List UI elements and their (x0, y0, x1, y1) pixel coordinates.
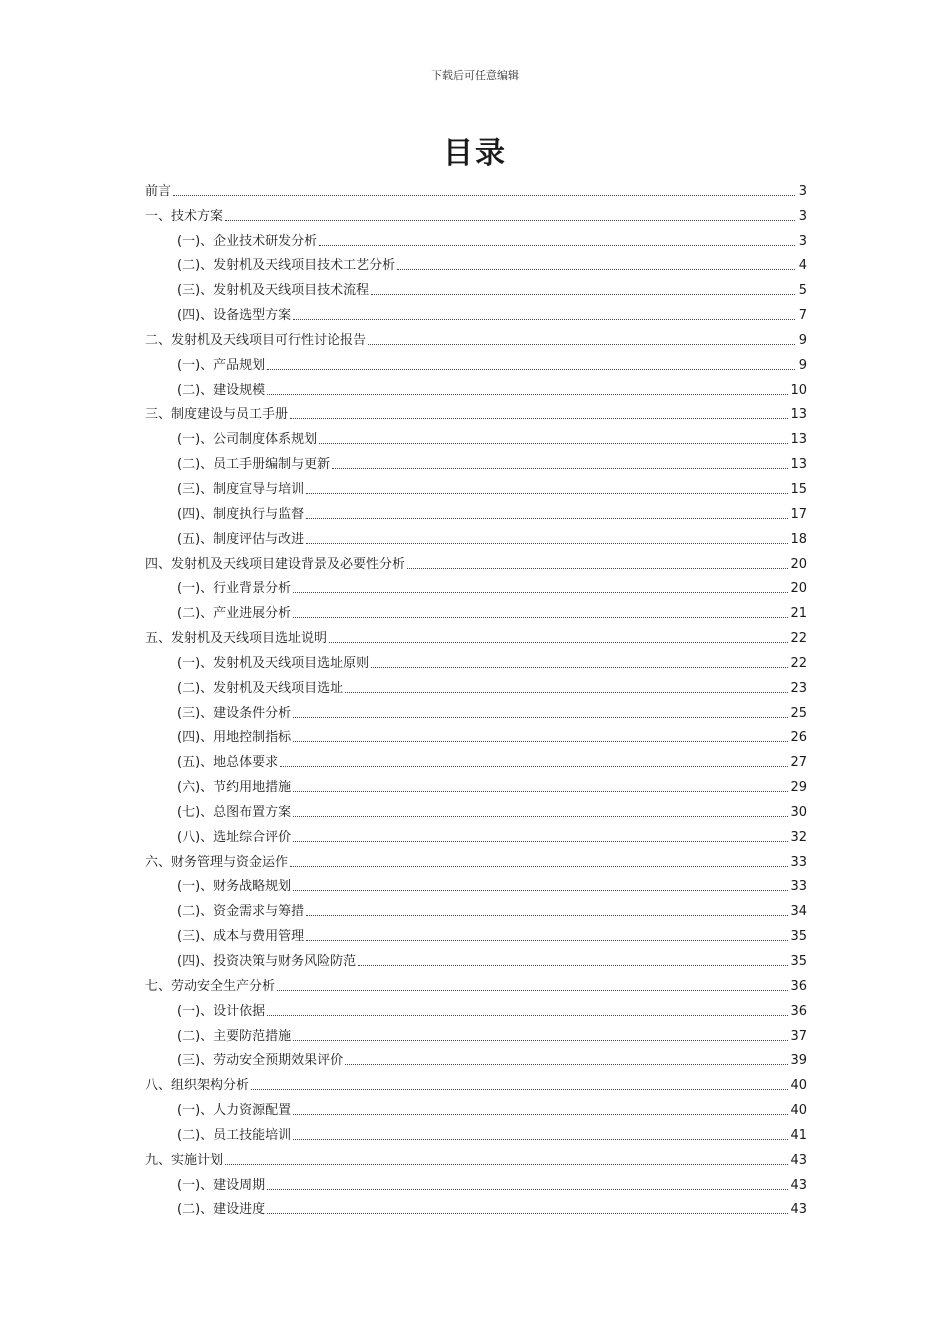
toc-entry[interactable] (145, 1045, 807, 1070)
toc-entry[interactable] (145, 1119, 807, 1144)
toc-dot-leader (293, 1114, 788, 1115)
toc-entry-page-number: 13 (790, 457, 807, 473)
toc-entry-label: (四)、用地控制指标 (177, 730, 292, 746)
toc-dot-leader (306, 518, 788, 519)
toc-entry-label: (一)、财务战略规划 (177, 879, 292, 895)
toc-dot-leader (267, 1015, 788, 1016)
toc-entry-page-number: 3 (798, 233, 807, 249)
toc-dot-leader (306, 493, 788, 494)
toc-entry-label: (四)、投资决策与财务风险防范 (177, 954, 357, 969)
toc-entry-label: (三)、劳动安全预期效果评价 (177, 1053, 344, 1069)
toc-entry-page-number: 22 (790, 631, 807, 647)
toc-dot-leader (293, 890, 788, 891)
toc-entry-page-number: 15 (790, 481, 807, 497)
toc-entry-page-number: 21 (790, 606, 807, 622)
toc-entry-page-number: 43 (790, 1202, 807, 1218)
toc-entry-page-number: 34 (790, 904, 807, 920)
toc-dot-leader (371, 294, 795, 295)
toc-dot-leader (280, 766, 788, 767)
toc-entry-label: 三、制度建设与员工手册 (145, 407, 289, 423)
toc-entry-page-number: 36 (790, 1003, 807, 1019)
toc-dot-leader (293, 1139, 788, 1140)
toc-dot-leader (306, 543, 788, 544)
toc-dot-leader (267, 369, 795, 370)
toc-entry[interactable] (145, 1069, 807, 1094)
toc-dot-leader (290, 418, 788, 419)
toc-entry[interactable] (145, 423, 807, 448)
toc-dot-leader (225, 1164, 788, 1165)
toc-dot-leader (293, 791, 788, 792)
toc-entry[interactable] (145, 622, 807, 647)
toc-entry-label: (二)、建设规模 (177, 382, 266, 398)
toc-dot-leader (225, 220, 795, 221)
toc-entry-label: (一)、建设周期 (177, 1177, 266, 1193)
toc-entry[interactable] (145, 920, 807, 945)
toc-entry[interactable] (145, 349, 807, 374)
toc-entry-label: (六)、节约用地措施 (177, 780, 292, 796)
toc-entry[interactable] (145, 448, 807, 473)
page-title: 目录 (443, 136, 507, 171)
toc-entry-page-number: 3 (798, 183, 807, 199)
toc-entry-label: (一)、人力资源配置 (177, 1103, 292, 1119)
toc-entry[interactable] (145, 871, 807, 896)
toc-dot-leader (345, 1064, 788, 1065)
toc-entry-page-number: 30 (790, 804, 807, 820)
toc-dot-leader (371, 667, 788, 668)
toc-dot-leader (319, 245, 795, 246)
toc-entry-label: (七)、总图布置方案 (177, 804, 292, 820)
toc-entry[interactable] (145, 672, 807, 697)
toc-dot-leader (332, 468, 788, 469)
toc-entry-page-number: 17 (790, 506, 807, 522)
toc-entry-label: 七、劳动安全生产分析 (145, 978, 276, 994)
toc-entry-page-number: 33 (790, 879, 807, 895)
toc-entry[interactable] (145, 299, 807, 324)
toc-entry[interactable] (145, 846, 807, 871)
toc-entry-label: (五)、地总体要求 (177, 755, 279, 771)
toc-entry[interactable] (145, 895, 807, 920)
toc-dot-leader (293, 319, 795, 320)
toc-entry-label: (三)、发射机及天线项目技术流程 (177, 283, 370, 299)
toc-entry-label: 九、实施计划 (145, 1152, 224, 1168)
toc-entry-label: (一)、发射机及天线项目选址原则 (177, 655, 370, 671)
toc-entry-page-number: 7 (798, 308, 807, 324)
toc-entry-label: 四、发射机及天线项目建设背景及必要性分析 (145, 556, 406, 572)
toc-dot-leader (267, 1189, 788, 1190)
toc-entry-label: 六、财务管理与资金运作 (145, 854, 289, 870)
toc-entry-label: 前言 (145, 183, 172, 199)
toc-entry[interactable] (145, 970, 807, 995)
toc-entry-label: 二、发射机及天线项目可行性讨论报告 (145, 332, 367, 348)
toc-entry-page-number: 39 (790, 1053, 807, 1069)
toc-entry[interactable] (145, 374, 807, 399)
toc-dot-leader (290, 866, 788, 867)
toc-entry[interactable] (145, 722, 807, 747)
toc-dot-leader (277, 990, 788, 991)
toc-entry-label: (四)、制度执行与监督 (177, 506, 305, 522)
toc-entry-label: (一)、设计依据 (177, 1003, 266, 1019)
toc-entry[interactable] (145, 647, 807, 672)
toc-entry-label: (二)、员工手册编制与更新 (177, 457, 331, 473)
toc-entry[interactable] (145, 771, 807, 796)
toc-entry-label: (一)、行业背景分析 (177, 581, 292, 597)
toc-dot-leader (329, 642, 788, 643)
toc-entry-label: (二)、产业进展分析 (177, 606, 292, 622)
toc-dot-leader (293, 617, 788, 618)
toc-entry-page-number: 26 (790, 730, 807, 746)
page-header: 下载后可任意编辑 (431, 69, 519, 82)
toc-entry[interactable] (145, 597, 807, 622)
toc-entry[interactable] (145, 324, 807, 349)
toc-entry-label: (四)、设备选型方案 (177, 308, 292, 324)
toc-dot-leader (293, 592, 788, 593)
toc-entry[interactable] (145, 200, 807, 225)
toc-entry-label: (二)、主要防范措施 (177, 1028, 292, 1044)
toc-entry-page-number: 20 (790, 556, 807, 572)
toc-entry-label: (一)、产品规划 (177, 357, 266, 373)
toc-entry-page-number: 20 (790, 581, 807, 597)
toc-entry-page-number: 23 (790, 680, 807, 696)
toc-entry[interactable] (145, 1194, 807, 1219)
toc-entry-label: (一)、企业技术研发分析 (177, 233, 318, 249)
toc-entry[interactable] (145, 473, 807, 498)
toc-entry[interactable] (145, 225, 807, 250)
toc-entry-page-number: 32 (790, 829, 807, 845)
toc-entry-page-number: 41 (790, 1127, 807, 1143)
toc-entry-label: (二)、员工技能培训 (177, 1127, 292, 1143)
toc-entry-label: (三)、制度宣导与培训 (177, 481, 305, 497)
toc-dot-leader (407, 568, 788, 569)
toc-entry-label: (二)、资金需求与筹措 (177, 904, 305, 920)
toc-entry[interactable] (145, 945, 807, 970)
toc-dot-leader (173, 195, 795, 196)
toc-entry[interactable] (145, 548, 807, 573)
toc-entry-label: 八、组织架构分析 (145, 1078, 250, 1094)
toc-entry-page-number: 9 (798, 332, 807, 348)
toc-dot-leader (397, 269, 795, 270)
toc-entry[interactable] (145, 1169, 807, 1194)
toc-entry-page-number: 13 (790, 407, 807, 423)
toc-entry-label: (三)、建设条件分析 (177, 705, 292, 721)
toc-entry-page-number: 37 (790, 1028, 807, 1044)
toc-dot-leader (345, 692, 788, 693)
toc-entry-label: (二)、建设进度 (177, 1202, 266, 1218)
toc-dot-leader (293, 1040, 788, 1041)
toc-entry[interactable] (145, 250, 807, 275)
toc-entry-page-number: 36 (790, 978, 807, 994)
toc-entry-page-number: 18 (790, 531, 807, 547)
toc-dot-leader (293, 816, 788, 817)
toc-entry-label: (八)、选址综合评价 (177, 829, 292, 845)
toc-entry-label: 五、发射机及天线项目选址说明 (145, 631, 328, 647)
toc-entry-page-number: 40 (790, 1103, 807, 1119)
table-of-contents (145, 175, 807, 1218)
toc-entry-page-number: 27 (790, 755, 807, 771)
toc-entry[interactable] (145, 697, 807, 722)
toc-entry[interactable] (145, 821, 807, 846)
toc-dot-leader (306, 940, 788, 941)
toc-entry-page-number: 35 (790, 954, 807, 969)
toc-dot-leader (293, 841, 788, 842)
toc-entry-page-number: 40 (790, 1078, 807, 1094)
toc-entry[interactable] (145, 175, 807, 200)
toc-entry[interactable] (145, 1094, 807, 1119)
toc-entry[interactable] (145, 746, 807, 771)
toc-entry-page-number: 9 (798, 357, 807, 373)
toc-entry-label: (五)、制度评估与改进 (177, 531, 305, 547)
toc-entry[interactable] (145, 399, 807, 424)
toc-entry[interactable] (145, 796, 807, 821)
toc-entry-page-number: 10 (790, 382, 807, 398)
toc-entry[interactable] (145, 995, 807, 1020)
toc-entry[interactable] (145, 1020, 807, 1045)
toc-entry-page-number: 35 (790, 929, 807, 945)
toc-entry[interactable] (145, 498, 807, 523)
toc-dot-leader (319, 443, 788, 444)
toc-dot-leader (267, 394, 788, 395)
toc-entry-page-number: 25 (790, 705, 807, 721)
toc-entry-page-number: 3 (798, 208, 807, 224)
toc-entry-page-number: 29 (790, 780, 807, 796)
toc-dot-leader (293, 741, 788, 742)
toc-entry[interactable] (145, 523, 807, 548)
toc-entry-label: (一)、公司制度体系规划 (177, 432, 318, 448)
toc-dot-leader (368, 344, 795, 345)
toc-entry-label: 一、技术方案 (145, 208, 224, 224)
toc-dot-leader (267, 1213, 788, 1214)
toc-entry-page-number: 43 (790, 1152, 807, 1168)
toc-entry-page-number: 4 (798, 258, 807, 274)
toc-entry-label: (二)、发射机及天线项目技术工艺分析 (177, 258, 396, 274)
toc-entry-label: (三)、成本与费用管理 (177, 929, 305, 945)
toc-entry-page-number: 33 (790, 854, 807, 870)
toc-entry-page-number: 43 (790, 1177, 807, 1193)
toc-entry[interactable] (145, 274, 807, 299)
toc-entry-page-number: 22 (790, 655, 807, 671)
toc-entry[interactable] (145, 573, 807, 598)
toc-dot-leader (306, 915, 788, 916)
toc-entry-page-number: 5 (798, 283, 807, 299)
toc-entry[interactable] (145, 1144, 807, 1169)
toc-entry-label: (二)、发射机及天线项目选址 (177, 680, 344, 696)
toc-entry-page-number: 13 (790, 432, 807, 448)
toc-dot-leader (358, 965, 788, 966)
toc-dot-leader (293, 717, 788, 718)
toc-dot-leader (251, 1089, 788, 1090)
